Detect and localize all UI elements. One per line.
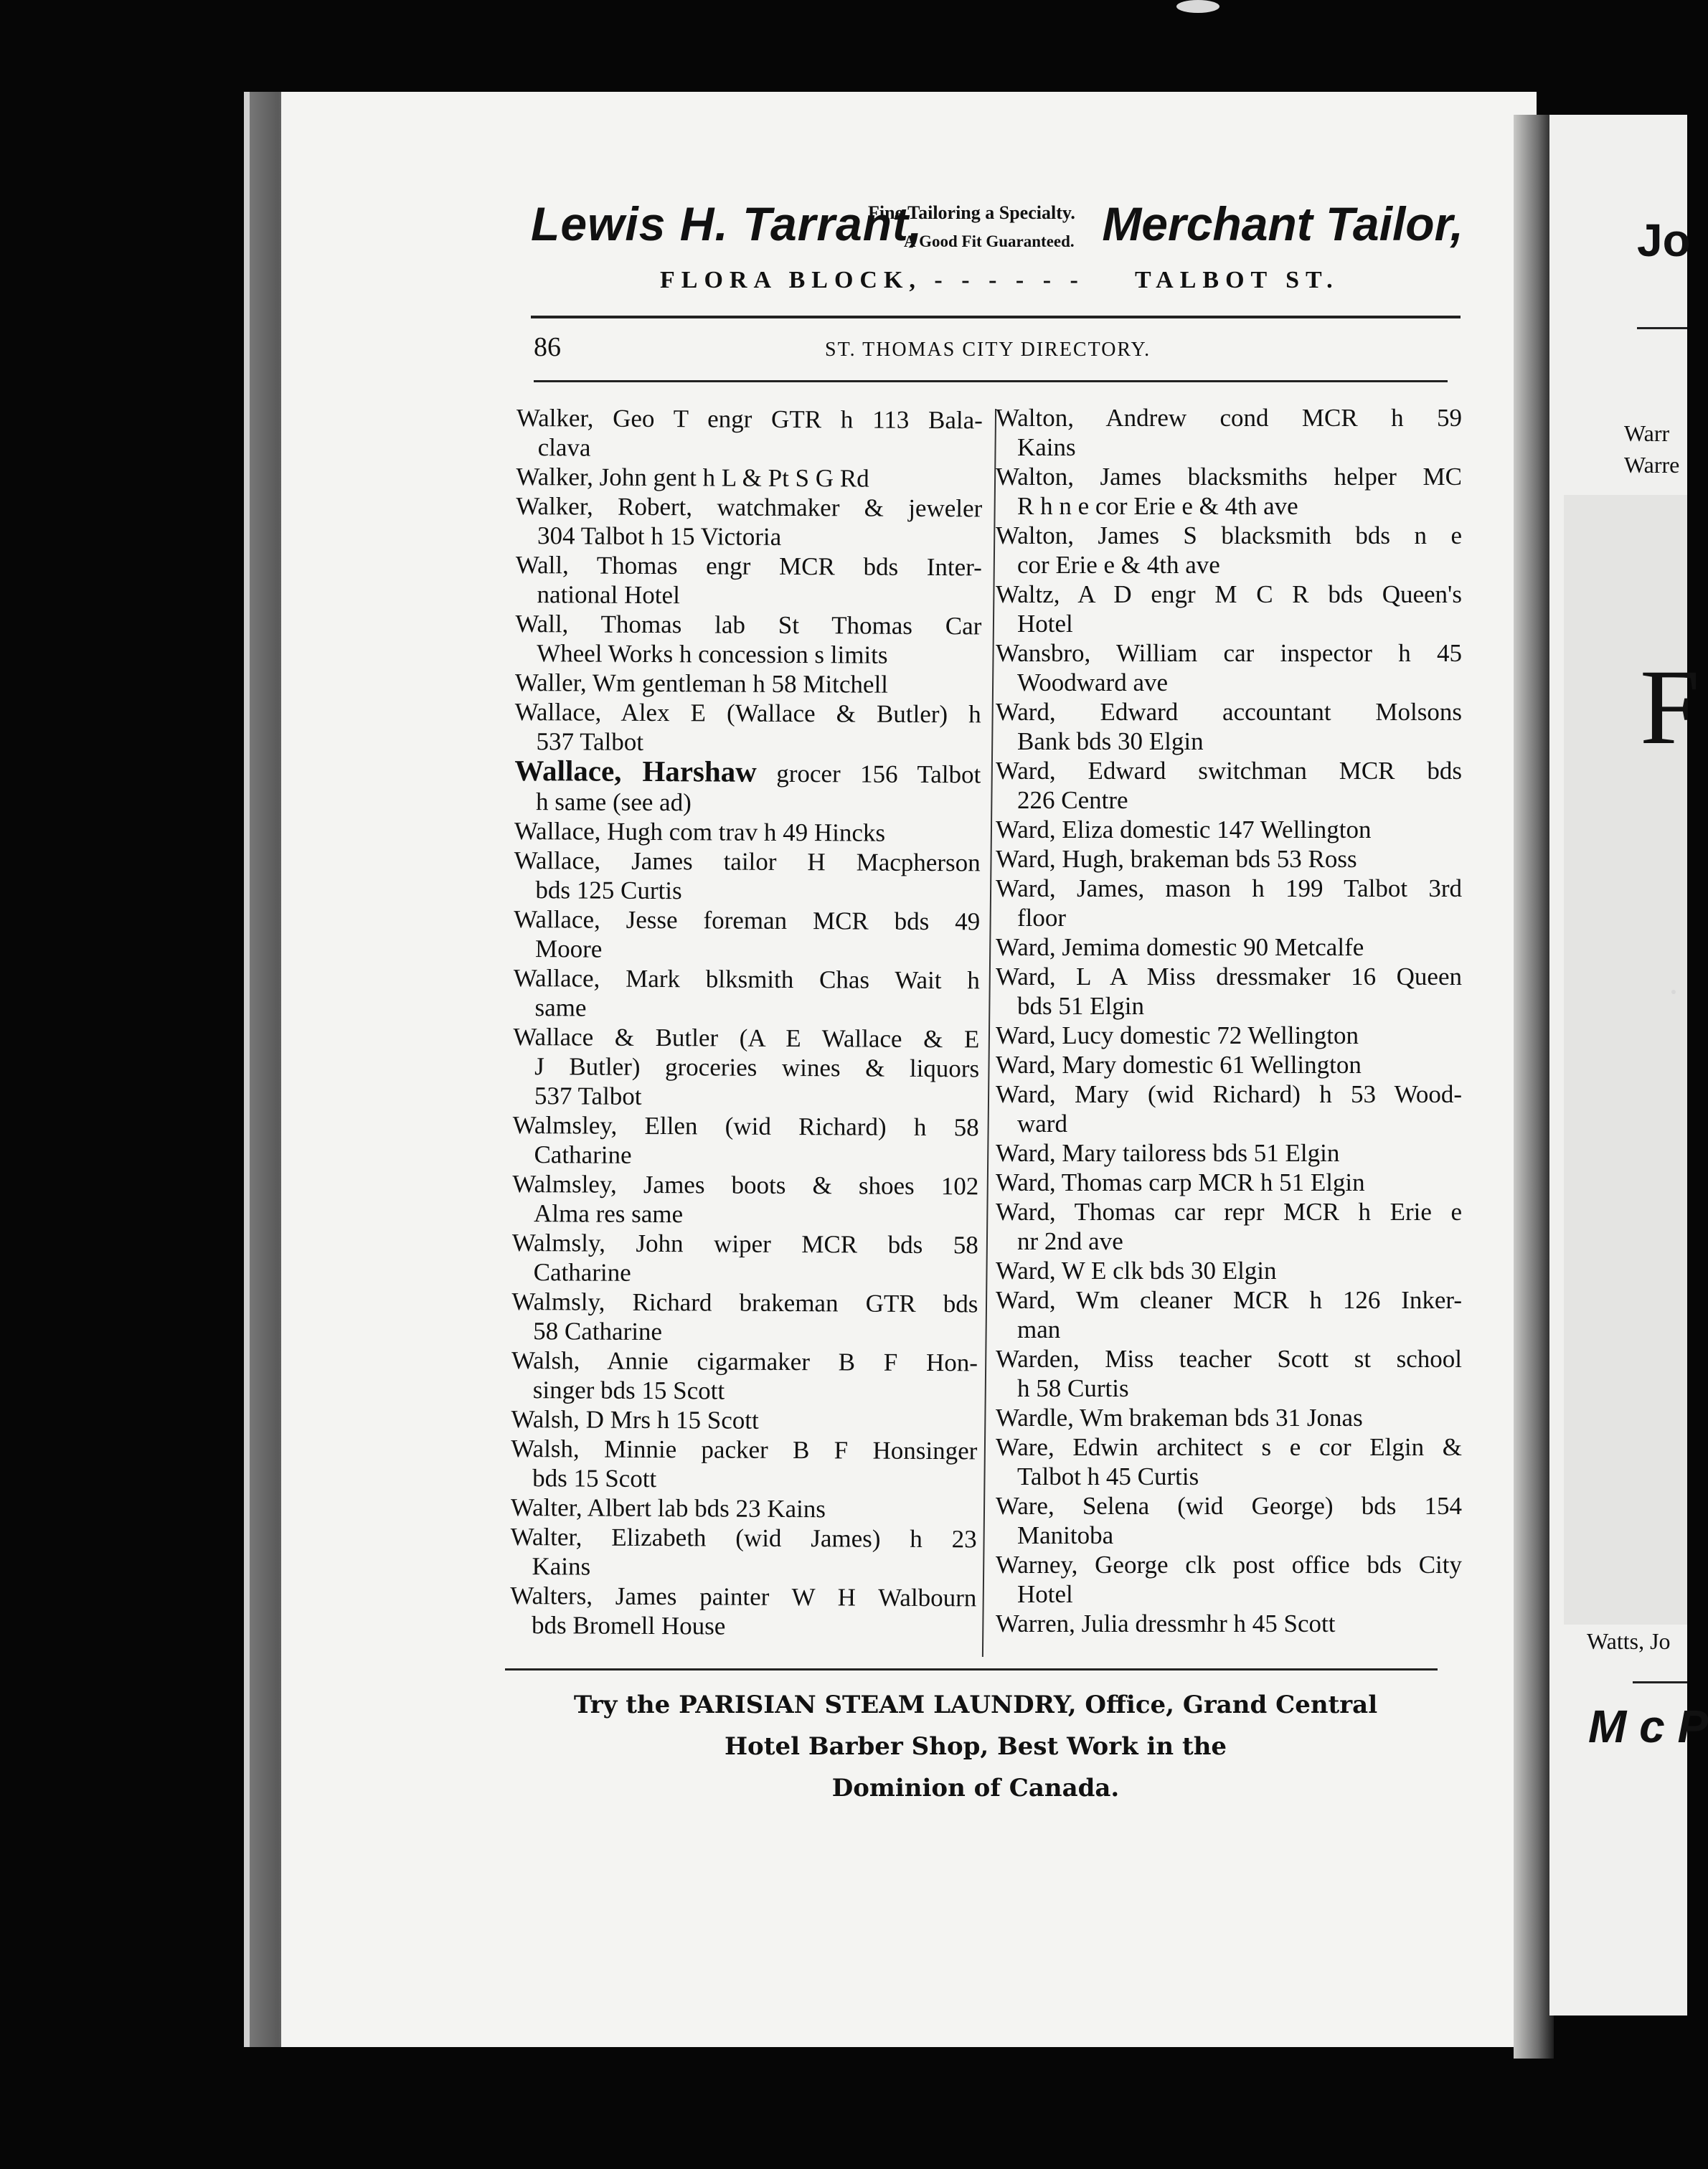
directory-entry: Walker, John gent h L & Pt S G Rd xyxy=(516,462,869,493)
directory-entry: Walsh, Minnie packer B F Honsinger bds 15 Scott xyxy=(511,1434,978,1493)
directory-entry: Ward, L A Miss dressmaker 16 Queen bds 51 Elgin xyxy=(996,963,1462,1020)
directory-entry: Walker, Geo T engr GTR h 113 Bala- clava xyxy=(516,404,983,462)
facing-page-ad-letter: F xyxy=(1640,648,1700,767)
directory-entry: Wallace & Butler (A E Wallace & E J Butler) groceries wines & liquors 537 Talbot xyxy=(513,1022,980,1110)
directory-entry: Ward, Lucy domestic 72 Wellington xyxy=(996,1021,1359,1049)
footer-rule xyxy=(505,1668,1438,1671)
directory-entry: Ward, Mary (wid Richard) h 53 Wood- ward xyxy=(996,1080,1462,1138)
footer-ad-line-2: Hotel Barber Shop, Best Work in the xyxy=(724,1732,1227,1761)
directory-entry: Waltz, A D engr M C R bds Queen's Hotel xyxy=(996,580,1462,638)
facing-page-rule xyxy=(1637,327,1687,329)
directory-entry: Walton, James blacksmiths helper MC R h n e cor Erie e & 4th ave xyxy=(996,463,1462,520)
facing-page-entry: Warr xyxy=(1624,420,1670,446)
directory-entry: Walsh, D Mrs h 15 Scott xyxy=(511,1404,759,1435)
directory-entry: Wallace, Alex E (Wallace & Butler) h 537 Talbot xyxy=(514,697,981,756)
film-speck xyxy=(1176,0,1219,13)
directory-entry: Ware, Selena (wid George) bds 154 Manitoba xyxy=(996,1492,1462,1549)
directory-entry: Ward, Hugh, brakeman bds 53 Ross xyxy=(996,845,1357,873)
directory-entry: Ward, Mary tailoress bds 51 Elgin xyxy=(996,1139,1340,1167)
advertiser-name: Lewis H. Tarrant, xyxy=(531,197,923,250)
facing-page-footer-fragment: M c P xyxy=(1588,1701,1708,1752)
directory-entry: Ward, Edward switchman MCR bds 226 Centre xyxy=(996,757,1462,814)
page-number: 86 xyxy=(534,332,561,362)
directory-entry: Ward, W E clk bds 30 Elgin xyxy=(996,1257,1277,1285)
book-gutter xyxy=(1514,115,1554,2059)
directory-entry: Ward, Eliza domestic 147 Wellington xyxy=(996,816,1372,844)
directory-entry: Wall, Thomas lab St Thomas Car Wheel Works h concession s limits xyxy=(515,609,982,669)
directory-entry: Ward, Mary domestic 61 Wellington xyxy=(996,1051,1362,1079)
directory-entry: Wallace, Jesse foreman MCR bds 49 Moore xyxy=(514,904,981,963)
film-speck xyxy=(1671,990,1676,994)
directory-column-left xyxy=(510,403,983,1642)
directory-entry: Wallace, Mark blksmith Chas Wait h same xyxy=(513,963,980,1022)
directory-entry: Wansbro, William car inspector h 45 Woodward ave xyxy=(996,639,1462,696)
directory-entry: Walmsly, Richard brakeman GTR bds 58 Catharine xyxy=(511,1287,978,1346)
footer-advertisement xyxy=(502,1684,1449,1809)
facing-page-entry: Watts, Jo xyxy=(1587,1628,1671,1654)
directory-entry: Walton, James S blacksmith bds n e cor Erie e & 4th ave xyxy=(996,521,1462,579)
directory-entry: Walker, Robert, watchmaker & jeweler 304 Talbot h 15 Victoria xyxy=(516,491,983,551)
advertiser-specialty: Fine Tailoring a Specialty. xyxy=(868,202,1075,223)
directory-entry: Warney, George clk post office bds City Hotel xyxy=(996,1551,1462,1608)
advertiser-location-left: FLORA BLOCK, - - - - - - xyxy=(660,267,1085,293)
directory-entry: Ward, Edward accountant Molsons Bank bds 30 Elgin xyxy=(996,698,1462,755)
directory-entry-featured: Wallace, Harshaw grocer 156 Talbot h same (see ad) xyxy=(514,753,981,817)
directory-entry: Wallace, Hugh com trav h 49 Hincks xyxy=(514,816,886,847)
facing-page-rule xyxy=(1633,1681,1687,1683)
directory-entry: Wallace, James tailor H Macpherson bds 125 Curtis xyxy=(514,846,981,905)
header-rule xyxy=(531,316,1461,318)
directory-entry: Walmsly, John wiper MCR bds 58 Catharine xyxy=(511,1228,978,1287)
directory-entry: Walters, James painter W H Walbourn bds Bromell House xyxy=(510,1581,977,1640)
advertiser-guarantee: A Good Fit Guaranteed. xyxy=(904,232,1075,250)
directory-column-right xyxy=(996,403,1462,1638)
running-head: ST. THOMAS CITY DIRECTORY. xyxy=(825,339,1151,361)
running-head-rule xyxy=(534,380,1448,382)
directory-entry: Walsh, Annie cigarmaker B F Hon- singer bds 15 Scott xyxy=(511,1346,978,1405)
facing-page-entry: Warre xyxy=(1624,452,1680,478)
featured-name: Wallace, Harshaw xyxy=(514,753,757,788)
directory-entry: Waller, Wm gentleman h 58 Mitchell xyxy=(514,668,889,699)
directory-entry: Walter, Albert lab bds 23 Kains xyxy=(510,1493,826,1523)
directory-entry: Ward, Wm cleaner MCR h 126 Inker- man xyxy=(996,1286,1462,1343)
advertiser-location-right: TALBOT ST. xyxy=(1135,267,1339,293)
directory-entry: Wardle, Wm brakeman bds 31 Jonas xyxy=(996,1404,1363,1432)
directory-entry: Walmsley, Ellen (wid Richard) h 58 Catharine xyxy=(512,1110,979,1169)
header-advertisement xyxy=(531,192,1463,275)
directory-entry: Ward, Thomas car repr MCR h Erie e nr 2nd ave xyxy=(996,1198,1462,1255)
facing-page-header-fragment: Jo xyxy=(1637,214,1691,266)
directory-entry: Walton, Andrew cond MCR h 59 Kains xyxy=(996,404,1462,461)
footer-ad-line-1: Try the PARISIAN STEAM LAUNDRY, Office, Grand Central xyxy=(573,1691,1378,1719)
directory-entry: Warren, Julia dressmhr h 45 Scott xyxy=(996,1610,1336,1638)
advertiser-trade: Merchant Tailor, xyxy=(1102,197,1463,250)
directory-entry: Ward, Jemima domestic 90 Metcalfe xyxy=(996,933,1364,961)
directory-entry: Warden, Miss teacher Scott st school h 58 Curtis xyxy=(996,1345,1462,1402)
directory-entry: Ward, Thomas carp MCR h 51 Elgin xyxy=(996,1168,1365,1196)
directory-entry: Ware, Edwin architect s e cor Elgin & Talbot h 45 Curtis xyxy=(996,1433,1462,1490)
directory-entry: Ward, James, mason h 199 Talbot 3rd floor xyxy=(996,874,1462,932)
directory-entry: Wall, Thomas engr MCR bds Inter- national Hotel xyxy=(515,550,982,610)
footer-ad-line-3: Dominion of Canada. xyxy=(831,1774,1120,1802)
directory-entry: Walter, Elizabeth (wid James) h 23 Kains xyxy=(510,1522,977,1581)
directory-entry: Walmsley, James boots & shoes 102 Alma res same xyxy=(512,1169,979,1229)
